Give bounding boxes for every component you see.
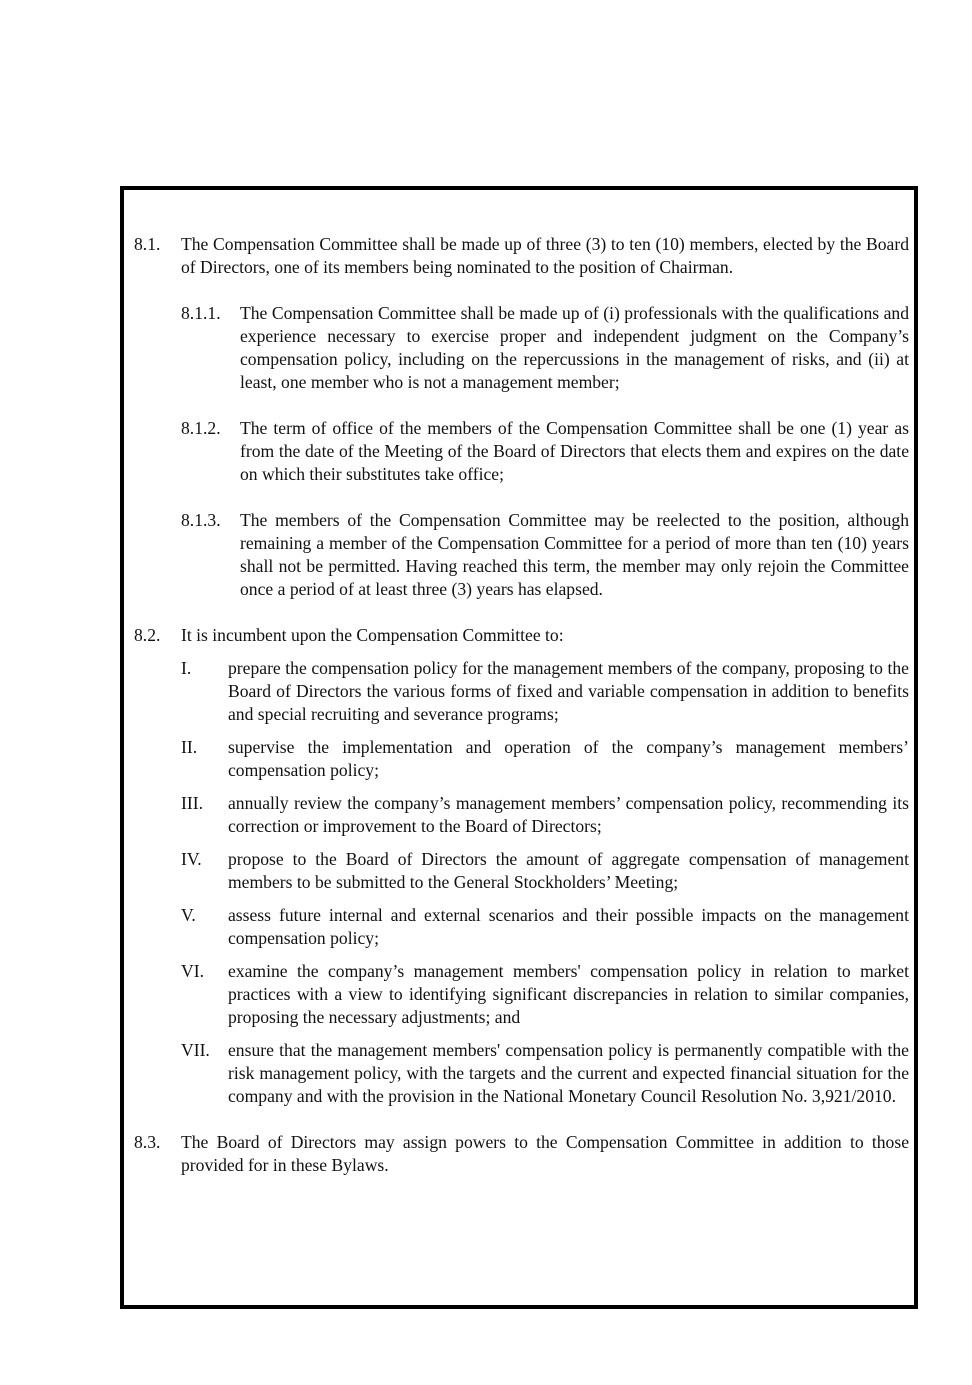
clause-8-1-2 xyxy=(181,417,909,486)
clause-8-1 xyxy=(134,233,909,279)
duty-item-i xyxy=(181,657,909,726)
clause-8-1-3 xyxy=(181,509,909,601)
clause-text: It is incumbent upon the Compensation Committee to: xyxy=(181,625,564,645)
bylaws-frame xyxy=(120,186,918,1309)
item-text: supervise the implementation and operation of the company’s management members’ compensation policy; xyxy=(228,737,909,780)
duty-item-vii xyxy=(181,1039,909,1108)
clause-number: 8.2. xyxy=(134,625,161,645)
duty-item-iv xyxy=(181,848,909,894)
duty-item-vi xyxy=(181,960,909,1029)
clause-number: 8.1.1. xyxy=(181,303,221,323)
item-text: ensure that the management members' compensation policy is permanently compatible with the risk management policy, with the targets and the current and expected financial situation for the company and with the provision in the National Monetary Council Resolution No. 3,921/2010. xyxy=(228,1040,909,1106)
clause-text: The Board of Directors may assign powers to the Compensation Committee in addition to those provided for in these Bylaws. xyxy=(181,1132,909,1175)
item-number: II. xyxy=(181,737,198,757)
clause-number: 8.1.2. xyxy=(181,418,221,438)
clause-text: The Compensation Committee shall be made up of (i) professionals with the qualifications and experience necessary to exercise proper and independent judgment on the Company’s compensation policy, including on the repercussions in the management of risks, and (ii) at least, one member who is not a management member; xyxy=(240,303,909,392)
clause-8-3 xyxy=(134,1131,909,1177)
item-number: V. xyxy=(181,905,196,925)
clause-text: The term of office of the members of the Compensation Committee shall be one (1) year as from the date of the Meeting of the Board of Directors that elects them and expires on the date on which their substitutes take office; xyxy=(240,418,909,484)
item-text: examine the company’s management members' compensation policy in relation to market practices with a view to identifying significant discrepancies in relation to similar companies, proposing the necessary adjustments; and xyxy=(228,961,909,1027)
item-text: assess future internal and external scenarios and their possible impacts on the management compensation policy; xyxy=(228,905,909,948)
clause-number: 8.1. xyxy=(134,234,161,254)
item-text: annually review the company’s management members’ compensation policy, recommending its correction or improvement to the Board of Directors; xyxy=(228,793,909,836)
clause-8-2 xyxy=(134,624,909,647)
clause-text: The members of the Compensation Committee may be reelected to the position, although remaining a member of the Compensation Committee for a period of more than ten (10) years shall not be permitted. Having reached this term, the member may only rejoin the Committee once a period of at least three (3) years has elapsed. xyxy=(240,510,909,599)
item-text: propose to the Board of Directors the amount of aggregate compensation of management members to be submitted to the General Stockholders’ Meeting; xyxy=(228,849,909,892)
duty-item-v xyxy=(181,904,909,950)
bylaws-article-8 xyxy=(134,233,909,1177)
clause-number: 8.3. xyxy=(134,1132,161,1152)
item-number: IV. xyxy=(181,849,202,869)
item-text: prepare the compensation policy for the management members of the company, proposing to the Board of Directors the various forms of fixed and variable compensation in addition to benefits and special recruiting and severance programs; xyxy=(228,658,909,724)
item-number: III. xyxy=(181,793,203,813)
clause-text: The Compensation Committee shall be made up of three (3) to ten (10) members, elected by the Board of Directors, one of its members being nominated to the position of Chairman. xyxy=(181,234,909,277)
item-number: I. xyxy=(181,658,192,678)
item-number: VII. xyxy=(181,1040,210,1060)
duty-item-ii xyxy=(181,736,909,782)
duty-item-iii xyxy=(181,792,909,838)
clause-number: 8.1.3. xyxy=(181,510,221,530)
item-number: VI. xyxy=(181,961,204,981)
clause-8-1-1 xyxy=(181,302,909,394)
